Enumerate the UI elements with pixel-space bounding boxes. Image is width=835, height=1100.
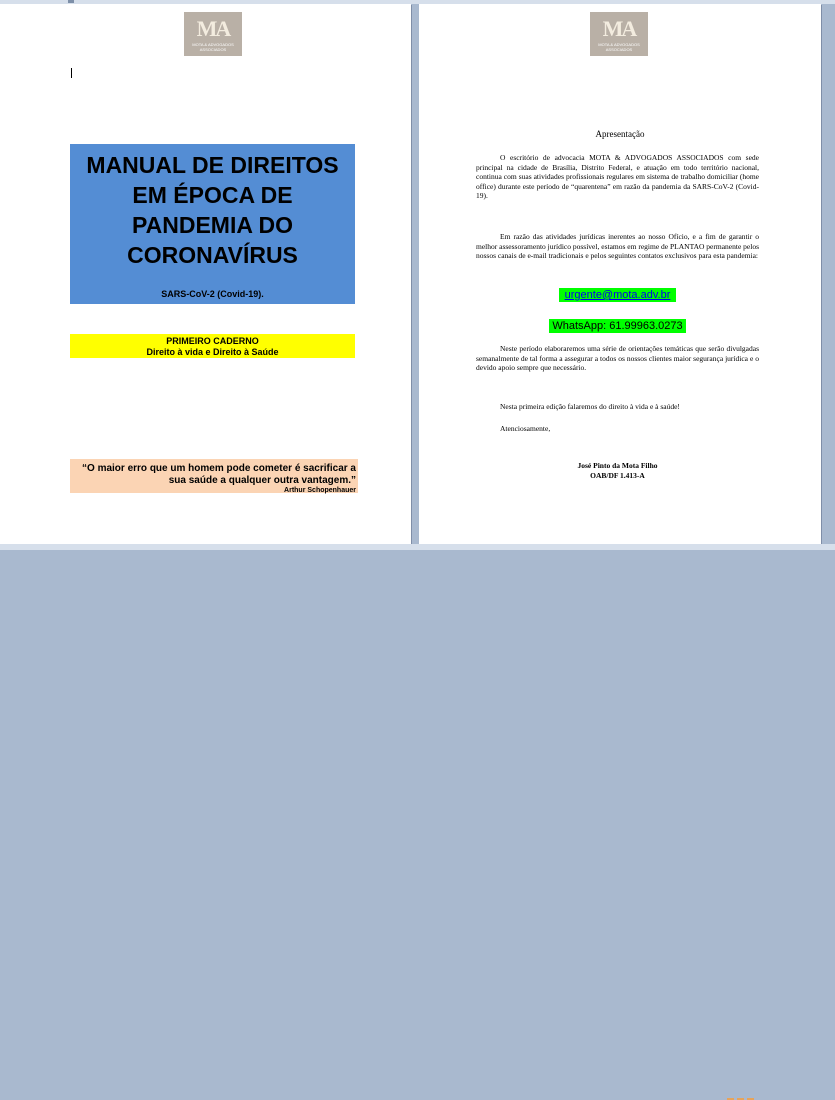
section-box (70, 334, 355, 358)
logo-mark: MA (196, 16, 230, 41)
logo-caption-right: MOTA & ADVOGADOS ASSOCIADOS (598, 42, 640, 52)
section-description: Direito à vida e Direito à Saúde (146, 347, 279, 357)
ruler-marker[interactable] (68, 0, 74, 3)
quote-text: “O maior erro que um homem pode cometer é sacrificar a sua saúde a qualquer outra vantagem.” (82, 463, 356, 486)
paragraph-edition: Nesta primeira edição falaremos do direito à vida e à saúde! (500, 402, 680, 411)
status-bar (0, 544, 835, 550)
presentation-heading: Apresentação (595, 129, 645, 139)
manual-subtitle: SARS-CoV-2 (Covid-19). (161, 289, 264, 299)
paragraph-intro: O escritório de advocacia MOTA & ADVOGADOS ASSOCIADOS com sede principal na cidade de Brasília, Distrito Federal, e atuação em todo território nacional, continua com suas atividades profissionais regulares em sistema de trabalho domiciliar (home office) durante este período de “quarentena” em razão da pandemia da SARS-CoV-2 (Covid-19). (476, 153, 759, 200)
title-box (70, 144, 355, 304)
closing-text: Atenciosamente, (500, 424, 551, 433)
logo-caption: MOTA & ADVOGADOS ASSOCIADOS (192, 42, 234, 52)
signature-oab: OAB/DF 1.413-A (590, 470, 645, 480)
email-link[interactable]: urgente@mota.adv.br (559, 288, 676, 302)
view-buttons[interactable] (727, 1089, 767, 1094)
paragraph-series: Neste período elaboraremos uma série de orientações temáticas que serão divulgadas semanalmente de tal forma a assegurar a todos os nossos clientes maior segurança jurídica e o devido apoio sempre que necessário. (476, 344, 759, 372)
signature-name: José Pinto da Mota Filho (577, 461, 658, 470)
section-label: PRIMEIRO CADERNO (166, 336, 259, 346)
quote-author: Arthur Schopenhauer (284, 487, 356, 494)
firm-logo (184, 12, 242, 56)
quote-box (70, 459, 358, 493)
paragraph-plantao: Em razão das atividades jurídicas inerentes ao nosso Ofício, e a fim de garantir o melhor assessoramento jurídico possível, estamos em regime de PLANTAO permanente pelos nossos canais de e-mail tradicionais e pelos seguintes contatos exclusivos para esta pandemia: (476, 232, 759, 260)
manual-title: MANUAL DE DIREITOS EM ÉPOCA DE PANDEMIA DO CORONAVÍRUS (86, 152, 339, 268)
text-cursor (71, 68, 72, 78)
document-page-left (0, 4, 411, 544)
document-page-right (419, 4, 821, 544)
firm-logo-right (590, 12, 648, 56)
whatsapp-contact: WhatsApp: 61.99963.0273 (549, 319, 686, 333)
logo-mark-right: MA (602, 16, 636, 41)
